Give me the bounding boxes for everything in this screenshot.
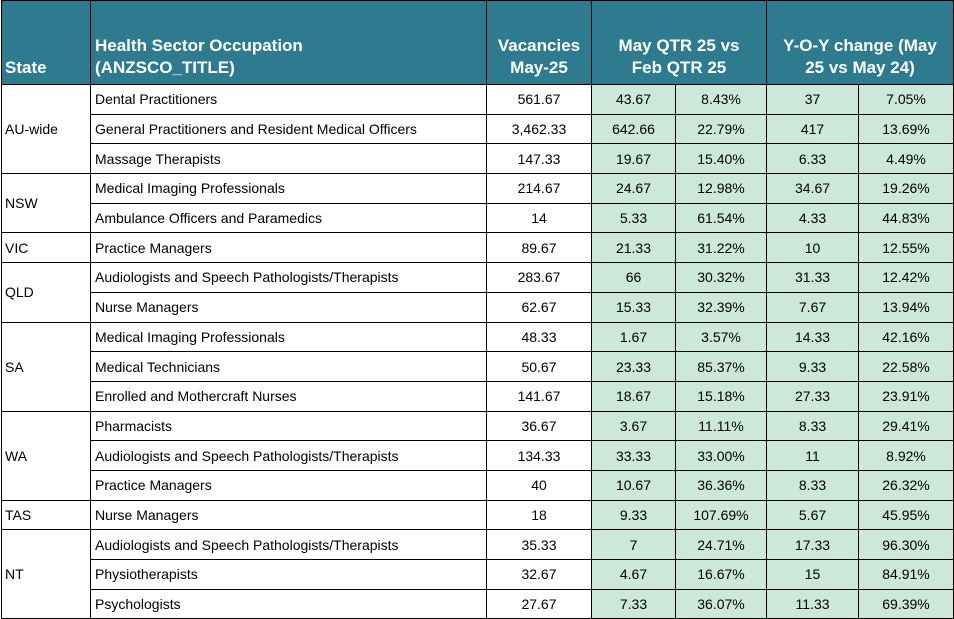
header-yoy-change: Y-O-Y change (May 25 vs May 24) <box>767 1 954 85</box>
qtr-change-pct-cell: 32.39% <box>676 292 767 322</box>
qtr-change-pct-cell: 36.07% <box>676 589 767 619</box>
yoy-change-pct-cell: 45.95% <box>859 500 954 530</box>
yoy-change-abs-cell: 417 <box>767 114 859 144</box>
vacancies-cell: 50.67 <box>487 352 592 382</box>
occupation-cell: Audiologists and Speech Pathologists/Therapists <box>91 263 487 293</box>
state-cell: NT <box>2 530 91 619</box>
qtr-change-pct-cell: 61.54% <box>676 203 767 233</box>
header-vacancies: Vacancies May-25 <box>487 1 592 85</box>
yoy-change-pct-cell: 7.05% <box>859 85 954 115</box>
qtr-change-abs-cell: 21.33 <box>592 233 676 263</box>
vacancies-cell: 14 <box>487 203 592 233</box>
state-cell: TAS <box>2 500 91 530</box>
table-row <box>2 381 954 411</box>
yoy-change-abs-cell: 34.67 <box>767 174 859 204</box>
vacancies-cell: 32.67 <box>487 560 592 590</box>
qtr-change-pct-cell: 33.00% <box>676 441 767 471</box>
header-occupation: Health Sector Occupation (ANZSCO_TITLE) <box>91 1 487 85</box>
table-row <box>2 530 954 560</box>
yoy-change-pct-cell: 96.30% <box>859 530 954 560</box>
state-cell: AU-wide <box>2 85 91 174</box>
yoy-change-abs-cell: 4.33 <box>767 203 859 233</box>
vacancies-cell: 48.33 <box>487 322 592 352</box>
qtr-change-pct-cell: 16.67% <box>676 560 767 590</box>
state-cell: QLD <box>2 263 91 322</box>
vacancies-cell: 36.67 <box>487 411 592 441</box>
qtr-change-abs-cell: 5.33 <box>592 203 676 233</box>
qtr-change-abs-cell: 33.33 <box>592 441 676 471</box>
table-header <box>2 1 954 85</box>
qtr-change-abs-cell: 9.33 <box>592 500 676 530</box>
vacancies-table <box>1 0 954 619</box>
yoy-change-abs-cell: 14.33 <box>767 322 859 352</box>
yoy-change-abs-cell: 8.33 <box>767 470 859 500</box>
qtr-change-pct-cell: 15.18% <box>676 381 767 411</box>
table-row <box>2 441 954 471</box>
yoy-change-pct-cell: 22.58% <box>859 352 954 382</box>
yoy-change-pct-cell: 13.94% <box>859 292 954 322</box>
vacancies-cell: 561.67 <box>487 85 592 115</box>
qtr-change-abs-cell: 43.67 <box>592 85 676 115</box>
occupation-cell: Pharmacists <box>91 411 487 441</box>
yoy-change-abs-cell: 15 <box>767 560 859 590</box>
yoy-change-abs-cell: 11 <box>767 441 859 471</box>
yoy-change-abs-cell: 37 <box>767 85 859 115</box>
yoy-change-abs-cell: 9.33 <box>767 352 859 382</box>
qtr-change-abs-cell: 7 <box>592 530 676 560</box>
table-row <box>2 292 954 322</box>
vacancies-cell: 35.33 <box>487 530 592 560</box>
occupation-cell: Nurse Managers <box>91 292 487 322</box>
qtr-change-abs-cell: 66 <box>592 263 676 293</box>
yoy-change-pct-cell: 8.92% <box>859 441 954 471</box>
yoy-change-abs-cell: 8.33 <box>767 411 859 441</box>
yoy-change-abs-cell: 6.33 <box>767 144 859 174</box>
yoy-change-pct-cell: 23.91% <box>859 381 954 411</box>
yoy-change-abs-cell: 5.67 <box>767 500 859 530</box>
vacancies-cell: 18 <box>487 500 592 530</box>
vacancies-cell: 40 <box>487 470 592 500</box>
vacancies-cell: 134.33 <box>487 441 592 471</box>
header-qtr-change: May QTR 25 vs Feb QTR 25 <box>592 1 767 85</box>
occupation-cell: Audiologists and Speech Pathologists/Therapists <box>91 441 487 471</box>
yoy-change-abs-cell: 10 <box>767 233 859 263</box>
qtr-change-pct-cell: 15.40% <box>676 144 767 174</box>
vacancies-cell: 141.67 <box>487 381 592 411</box>
yoy-change-pct-cell: 12.55% <box>859 233 954 263</box>
qtr-change-abs-cell: 15.33 <box>592 292 676 322</box>
yoy-change-abs-cell: 27.33 <box>767 381 859 411</box>
qtr-change-pct-cell: 31.22% <box>676 233 767 263</box>
table-row <box>2 263 954 293</box>
table-row <box>2 233 954 263</box>
qtr-change-pct-cell: 85.37% <box>676 352 767 382</box>
occupation-cell: Massage Therapists <box>91 144 487 174</box>
vacancies-cell: 89.67 <box>487 233 592 263</box>
table-row <box>2 589 954 619</box>
qtr-change-pct-cell: 36.36% <box>676 470 767 500</box>
qtr-change-abs-cell: 18.67 <box>592 381 676 411</box>
state-cell: VIC <box>2 233 91 263</box>
occupation-cell: Psychologists <box>91 589 487 619</box>
yoy-change-pct-cell: 69.39% <box>859 589 954 619</box>
qtr-change-abs-cell: 4.67 <box>592 560 676 590</box>
occupation-cell: Dental Practitioners <box>91 85 487 115</box>
vacancies-cell: 147.33 <box>487 144 592 174</box>
header-state: State <box>2 1 91 85</box>
yoy-change-pct-cell: 44.83% <box>859 203 954 233</box>
yoy-change-pct-cell: 42.16% <box>859 322 954 352</box>
yoy-change-pct-cell: 19.26% <box>859 174 954 204</box>
yoy-change-pct-cell: 29.41% <box>859 411 954 441</box>
qtr-change-pct-cell: 3.57% <box>676 322 767 352</box>
vacancies-cell: 62.67 <box>487 292 592 322</box>
table-row <box>2 114 954 144</box>
table-row <box>2 144 954 174</box>
table-row <box>2 174 954 204</box>
state-cell: SA <box>2 322 91 411</box>
qtr-change-abs-cell: 24.67 <box>592 174 676 204</box>
table-body <box>2 85 954 619</box>
yoy-change-abs-cell: 11.33 <box>767 589 859 619</box>
table-row <box>2 85 954 115</box>
yoy-change-pct-cell: 4.49% <box>859 144 954 174</box>
qtr-change-abs-cell: 3.67 <box>592 411 676 441</box>
yoy-change-pct-cell: 13.69% <box>859 114 954 144</box>
state-cell: NSW <box>2 174 91 233</box>
occupation-cell: Ambulance Officers and Paramedics <box>91 203 487 233</box>
vacancies-cell: 214.67 <box>487 174 592 204</box>
occupation-cell: Medical Imaging Professionals <box>91 174 487 204</box>
table-row <box>2 203 954 233</box>
qtr-change-abs-cell: 19.67 <box>592 144 676 174</box>
state-cell: WA <box>2 411 91 500</box>
yoy-change-abs-cell: 7.67 <box>767 292 859 322</box>
qtr-change-abs-cell: 1.67 <box>592 322 676 352</box>
yoy-change-abs-cell: 17.33 <box>767 530 859 560</box>
table-row <box>2 560 954 590</box>
qtr-change-pct-cell: 8.43% <box>676 85 767 115</box>
qtr-change-pct-cell: 24.71% <box>676 530 767 560</box>
qtr-change-abs-cell: 7.33 <box>592 589 676 619</box>
occupation-cell: Nurse Managers <box>91 500 487 530</box>
yoy-change-pct-cell: 84.91% <box>859 560 954 590</box>
occupation-cell: Physiotherapists <box>91 560 487 590</box>
occupation-cell: Practice Managers <box>91 470 487 500</box>
occupation-cell: General Practitioners and Resident Medical Officers <box>91 114 487 144</box>
qtr-change-abs-cell: 642.66 <box>592 114 676 144</box>
table-row <box>2 470 954 500</box>
occupation-cell: Medical Technicians <box>91 352 487 382</box>
occupation-cell: Audiologists and Speech Pathologists/Therapists <box>91 530 487 560</box>
yoy-change-abs-cell: 31.33 <box>767 263 859 293</box>
occupation-cell: Enrolled and Mothercraft Nurses <box>91 381 487 411</box>
table-row <box>2 411 954 441</box>
qtr-change-pct-cell: 12.98% <box>676 174 767 204</box>
occupation-cell: Medical Imaging Professionals <box>91 322 487 352</box>
qtr-change-abs-cell: 10.67 <box>592 470 676 500</box>
yoy-change-pct-cell: 12.42% <box>859 263 954 293</box>
vacancies-cell: 283.67 <box>487 263 592 293</box>
table-row <box>2 352 954 382</box>
vacancies-cell: 3,462.33 <box>487 114 592 144</box>
vacancies-cell: 27.67 <box>487 589 592 619</box>
qtr-change-pct-cell: 30.32% <box>676 263 767 293</box>
qtr-change-pct-cell: 11.11% <box>676 411 767 441</box>
qtr-change-pct-cell: 22.79% <box>676 114 767 144</box>
table-row <box>2 322 954 352</box>
occupation-cell: Practice Managers <box>91 233 487 263</box>
qtr-change-abs-cell: 23.33 <box>592 352 676 382</box>
table-row <box>2 500 954 530</box>
yoy-change-pct-cell: 26.32% <box>859 470 954 500</box>
qtr-change-pct-cell: 107.69% <box>676 500 767 530</box>
